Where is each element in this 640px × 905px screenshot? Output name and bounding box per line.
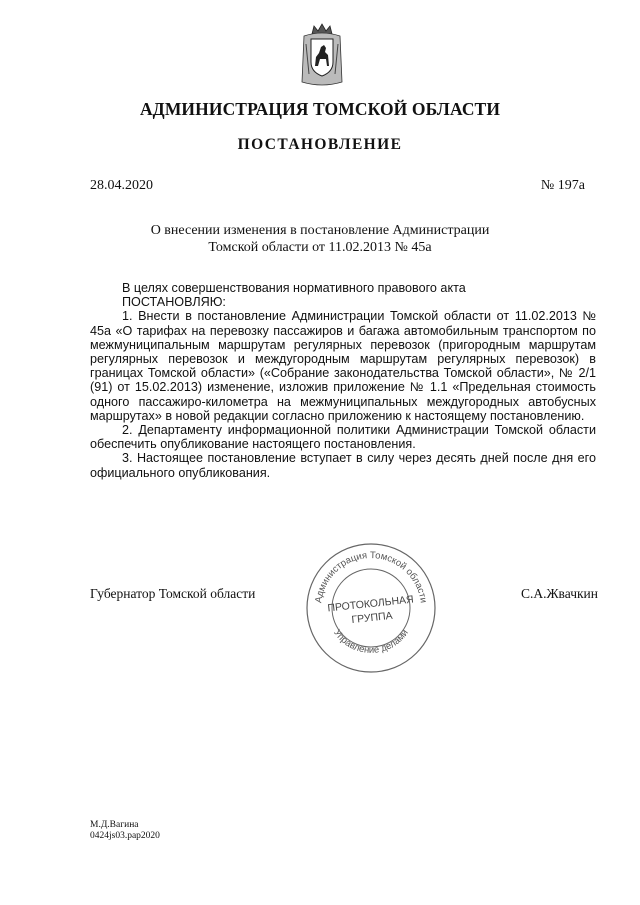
decree-item-3: 3. Настоящее постановление вступает в силу через десять дней после дня его официального опубликования. <box>90 451 596 480</box>
signatory-name: С.А.Жвачкин <box>520 586 598 601</box>
decree-item-2: 2. Департаменту информационной политики Администрации Томской области обеспечить опубликование настоящего постановления. <box>90 423 596 452</box>
file-code: 0424js03.pap2020 <box>90 831 160 841</box>
decree-item-1: 1. Внести в постановление Администрации Томской области от 11.02.2013 № 45а «О тарифах на перевозку пассажиров и багажа автомобильным транспортом по межмуниципальным маршрутам регулярных перевозок (пригородным маршрутам регулярных перевозок и междугородным маршрутам регулярных перевозок) в границах Томской области» («Собрание законодательства Томской области», № 2/1 (91) от 15.02.2013) изменение, изложив приложение № 1.1 «Предельная стоимость одного пассажиро-километра на межмуниципальных междугородных автобусных маршрутах» в новой редакции согласно приложению к настоящему постановлению. <box>90 309 596 423</box>
subject-line-1: О внесении изменения в постановление Администрации <box>150 223 490 238</box>
document-type: ПОСТАНОВЛЕНИЕ <box>237 136 403 153</box>
preamble: В целях совершенствования нормативного правового акта <box>122 281 466 295</box>
signatory-position: Губернатор Томской области <box>90 586 256 601</box>
stamp-center-line-1: ПРОТОКОЛЬНАЯ <box>326 593 415 615</box>
executor-block <box>90 820 160 842</box>
document-date: 28.04.2020 <box>90 178 153 193</box>
organization-title: АДМИНИСТРАЦИЯ ТОМСКОЙ ОБЛАСТИ <box>139 99 501 119</box>
document-number: № 197а <box>540 178 585 193</box>
official-stamp <box>302 540 440 676</box>
stamp-center-line-2: ГРУППА <box>350 609 394 627</box>
stamp-ring-top: Администрация Томской области <box>313 549 429 604</box>
executor-name: М.Д.Вагина <box>90 820 139 830</box>
decree-word: ПОСТАНОВЛЯЮ: <box>122 295 226 310</box>
svg-text:Управление делами <box>331 628 411 656</box>
coat-of-arms-icon <box>300 22 344 90</box>
subject-line-2: Томской области от 11.02.2013 № 45а <box>208 240 432 255</box>
stamp-ring-bottom: Управление делами <box>331 627 411 656</box>
document-body <box>90 281 596 480</box>
